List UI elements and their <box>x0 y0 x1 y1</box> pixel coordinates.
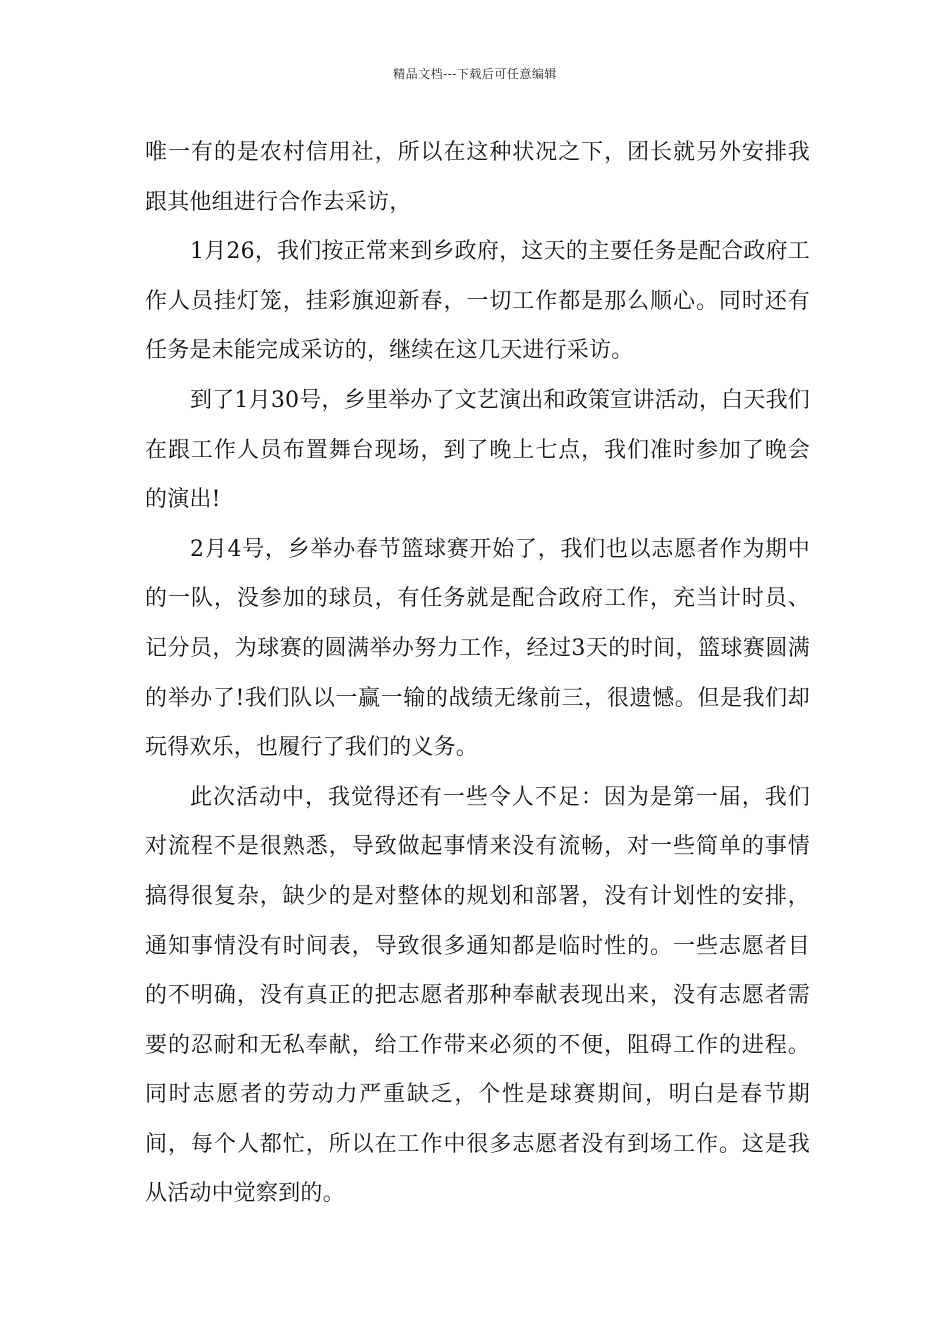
paragraph: 1月26，我们按正常来到乡政府，这天的主要任务是配合政府工作人员挂灯笼，挂彩旗迎新春，一切工作都是那么顺心。同时还有任务是未能完成采访的，继续在这几天进行采访。 <box>145 239 810 364</box>
paragraph: 到了1月30号，乡里举办了文艺演出和政策宣讲活动，白天我们在跟工作人员布置舞台现场，到了晚上七点，我们准时参加了晚会的演出! <box>145 387 810 513</box>
paragraph: 2月4号，乡举办春节篮球赛开始了，我们也以志愿者作为期中的一队，没参加的球员，有任务就是配合政府工作，充当计时员、记分员，为球赛的圆满举办努力工作，经过3天的时间，篮球赛圆满的举办了!我们队以一赢一输的战绩无缘前三，很遗憾。但是我们却玩得欢乐，也履行了我们的义务。 <box>145 536 810 761</box>
paragraph: 此次活动中，我觉得还有一些令人不足：因为是第一届，我们对流程不是很熟悉，导致做起事情来没有流畅，对一些简单的事情搞得很复杂，缺少的是对整体的规划和部署，没有计划性的安排，通知事情没有时间表，导致很多通知都是临时性的。一些志愿者目的不明确，没有真正的把志愿者那种奉献表现出来，没有志愿者需要的忍耐和无私奉献，给工作带来必须的不便，阻碍工作的进程。同时志愿者的劳动力严重缺乏，个性是球赛期间，明白是春节期间，每个人都忙，所以在工作中很多志愿者没有到场工作。这是我从活动中觉察到的。 <box>145 784 810 1207</box>
document-body <box>145 128 810 1219</box>
page-header: 精品文档---下载后可任意编辑 <box>393 67 557 81</box>
paragraph: 唯一有的是农村信用社，所以在这种状况之下，团长就另外安排我跟其他组进行合作去采访， <box>145 140 810 215</box>
